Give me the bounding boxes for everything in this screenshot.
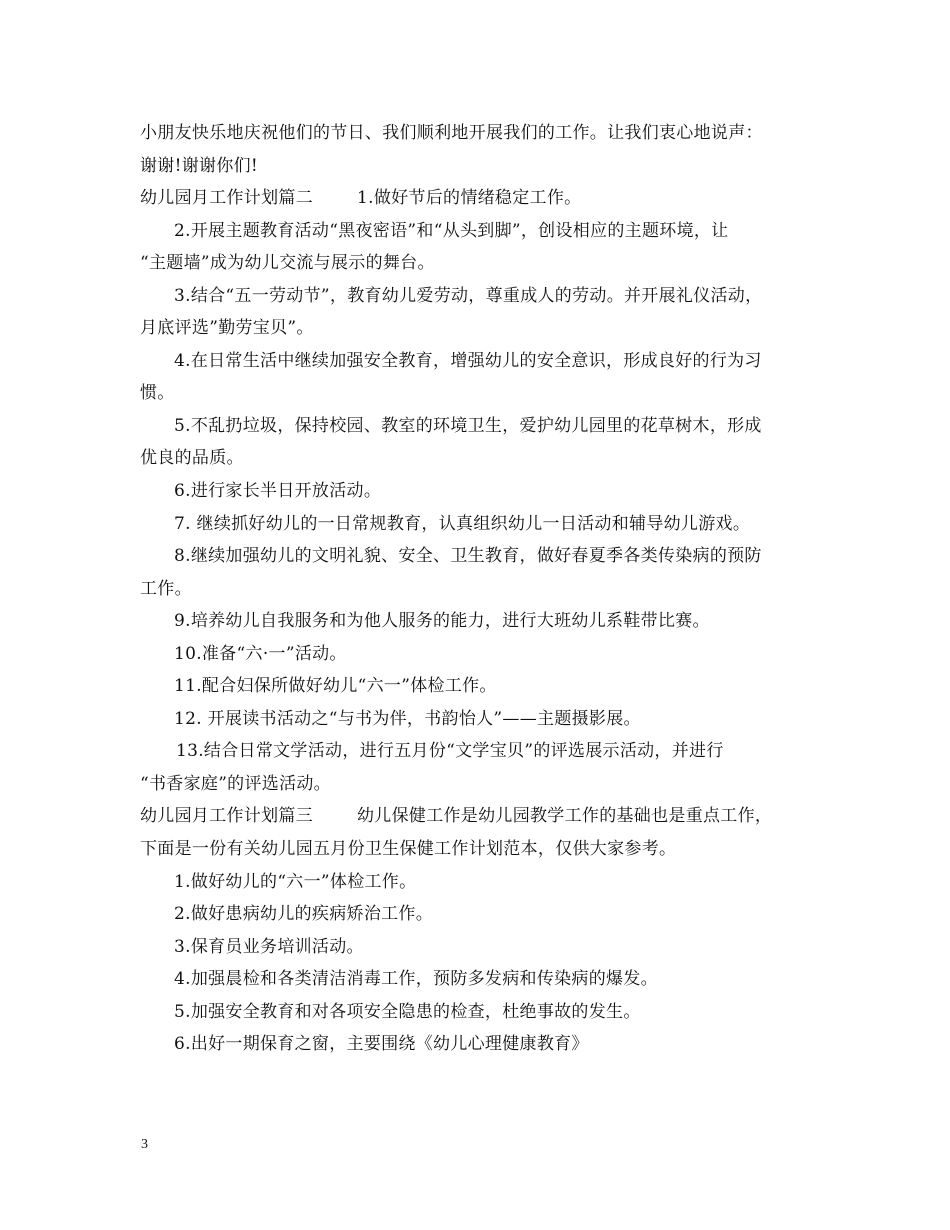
line-text: 7. 继续抓好幼儿的一日常规教育，认真组织幼儿一日活动和辅导幼儿游戏。	[174, 513, 751, 534]
line-text: 月底评选”勤劳宝贝”。	[140, 318, 314, 339]
text-line-29	[140, 1028, 840, 1061]
text-line-26	[140, 931, 840, 964]
text-line-22	[140, 800, 840, 833]
page-number: 3	[141, 1137, 148, 1152]
text-line-6	[140, 280, 840, 313]
section-heading: 幼儿园月工作计划篇二	[140, 188, 313, 209]
line-text: 3.保育员业务培训活动。	[174, 936, 364, 957]
text-line-18	[140, 670, 840, 703]
text-line-2	[140, 150, 840, 183]
line-text: 6.出好一期保育之窗，主要围绕《幼儿心理健康教育》	[174, 1034, 589, 1055]
line-text: 优良的品质。	[140, 448, 244, 469]
line-text: 10.准备“六·一”活动。	[174, 643, 347, 664]
document-body	[140, 117, 840, 1061]
line-text: 11.配合妇保所做好幼儿“六一”体检工作。	[174, 676, 497, 697]
text-line-28	[140, 996, 840, 1029]
text-line-11	[140, 442, 840, 475]
text-line-17	[140, 638, 840, 671]
line-text: 2.做好患病幼儿的疾病矫治工作。	[174, 904, 434, 925]
line-text: 1.做好幼儿的“六一”体检工作。	[174, 871, 417, 892]
text-line-25	[140, 898, 840, 931]
line-text: 13.结合日常文学活动，进行五月份“文学宝贝”的评选展示活动，并进行	[176, 741, 724, 762]
text-line-12	[140, 475, 840, 508]
text-line-5	[140, 247, 840, 280]
text-line-23	[140, 833, 840, 866]
text-line-27	[140, 963, 840, 996]
line-text: 5.不乱扔垃圾，保持校园、教室的环境卫生，爱护幼儿园里的花草树木，形成	[174, 415, 762, 436]
text-line-19	[140, 703, 840, 736]
line-text: 6.进行家长半日开放活动。	[174, 481, 382, 502]
text-line-7	[140, 312, 840, 345]
line-text: “主题墙”成为幼儿交流与展示的舞台。	[140, 253, 435, 274]
line-text: 2.开展主题教育活动“黑夜密语”和“从头到脚”，创设相应的主题环境，让	[174, 220, 729, 241]
line-text: 12. 开展读书活动之“与书为伴，书韵怡人”——主题摄影展。	[174, 708, 641, 729]
line-text: 3.结合“五一劳动节”，教育幼儿爱劳动，尊重成人的劳动。并开展礼仪活动，	[174, 285, 763, 306]
text-line-10	[140, 410, 840, 443]
text-line-4	[140, 215, 840, 248]
text-line-14	[140, 540, 840, 573]
text-line-15	[140, 573, 840, 606]
line-text: 1.做好节后的情绪稳定工作。	[357, 188, 582, 209]
text-line-3	[140, 182, 840, 215]
text-line-21	[140, 768, 840, 801]
text-line-9	[140, 377, 840, 410]
line-text: 小朋友快乐地庆祝他们的节日、我们顺利地开展我们的工作。让我们衷心地说声：	[140, 123, 763, 143]
line-text: 9.培养幼儿自我服务和为他人服务的能力，进行大班幼儿系鞋带比赛。	[174, 611, 710, 632]
text-line-8	[140, 345, 840, 378]
text-line-1	[140, 117, 840, 150]
line-text: 惯。	[140, 383, 175, 404]
line-text: “书香家庭”的评选活动。	[140, 773, 331, 794]
text-line-24	[140, 866, 840, 899]
line-text: 4.在日常生活中继续加强安全教育，增强幼儿的安全意识，形成良好的行为习	[174, 350, 762, 371]
line-text: 下面是一份有关幼儿园五月份卫生保健工作计划范本，仅供大家参考。	[140, 839, 677, 860]
text-line-16	[140, 605, 840, 638]
line-text: 4.加强晨检和各类清洁消毒工作，预防多发病和传染病的爆发。	[174, 969, 658, 990]
line-text: 8.继续加强幼儿的文明礼貌、安全、卫生教育，做好春夏季各类传染病的预防	[174, 546, 762, 567]
line-text: 5.加强安全教育和对各项安全隐患的检查，杜绝事故的发生。	[174, 1001, 641, 1022]
text-line-20	[140, 735, 840, 768]
line-text: 工作。	[140, 578, 192, 599]
line-text: 谢谢!谢谢你们!	[140, 155, 259, 176]
line-text: 幼儿保健工作是幼儿园教学工作的基础也是重点工作，	[357, 806, 773, 827]
text-line-13	[140, 508, 840, 541]
section-heading: 幼儿园月工作计划篇三	[140, 806, 313, 827]
